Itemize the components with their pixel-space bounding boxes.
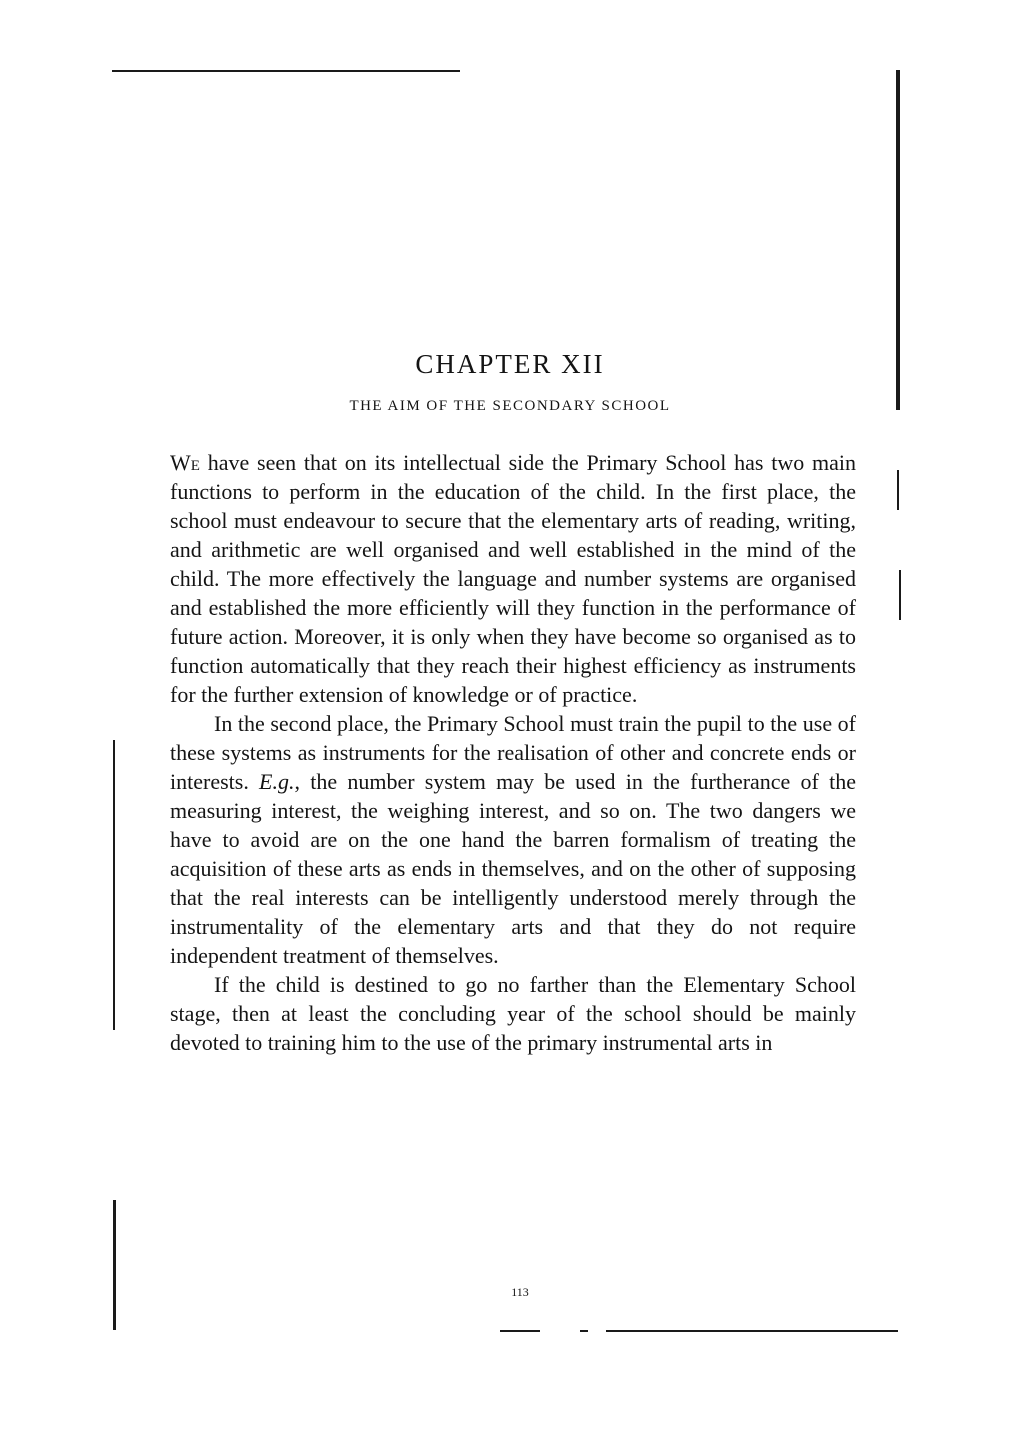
paragraph-3: [170, 970, 856, 1057]
page-edge-right-segment: [899, 570, 901, 620]
bottom-rule: [580, 1330, 588, 1332]
paragraph-text: have seen that on its intellectual side the Primary School has two main functions to perform in the education of the child. In the first place, the school must endeavour to secure that the elementary arts of reading, writing, and arithmetic are well organised and well established in the mind of the child. The more effectively the language and number systems are organised and established the more efficiently will they function in the performance of future action. Moreover, it is only when they have become so organised as to function automatically that they reach their highest efficiency as instruments for the further extension of knowledge or of practice.: [170, 450, 856, 707]
bottom-rule: [606, 1330, 898, 1332]
page-number: 113: [511, 1285, 529, 1299]
chapter-subtitle: THE AIM OF THE SECONDARY SCHOOL: [349, 398, 671, 414]
paragraph-text: , the number system may be used in the furtherance of the measuring interest, the weighing interest, and so on. The two dangers we have to avoid are on the one hand the barren formalism of treating the acquisition of these arts as ends in themselves, and on the other of supposing that the real interests can be intelligently understood merely through the instrumentality of the elementary arts and that they do not require independent treatment of themselves.: [170, 769, 856, 968]
top-rule: [112, 70, 460, 72]
bottom-rule: [500, 1330, 540, 1332]
paragraph-text: In the second place, the Primary School must train the pupil to the use of these systems as instruments for the realisation of other and concrete ends or interests.: [170, 711, 856, 794]
page-edge-right-segment: [897, 470, 899, 510]
paragraph-1: [170, 448, 856, 709]
italic-abbreviation: E.g.: [259, 769, 295, 794]
paragraph-text: If the child is destined to go no farther than the Elementary School stage, then at least the concluding year of the school should be mainly devoted to training him to the use of the primary instrumental arts in: [170, 972, 856, 1055]
chapter-title: CHAPTER XII: [415, 349, 605, 380]
page-edge-right: [896, 70, 900, 410]
opening-word: We: [170, 450, 200, 475]
page-edge-left-segment: [113, 1200, 116, 1330]
paragraph-2: [170, 709, 856, 970]
body-text: [170, 448, 856, 1057]
page-edge-left: [113, 740, 115, 1030]
